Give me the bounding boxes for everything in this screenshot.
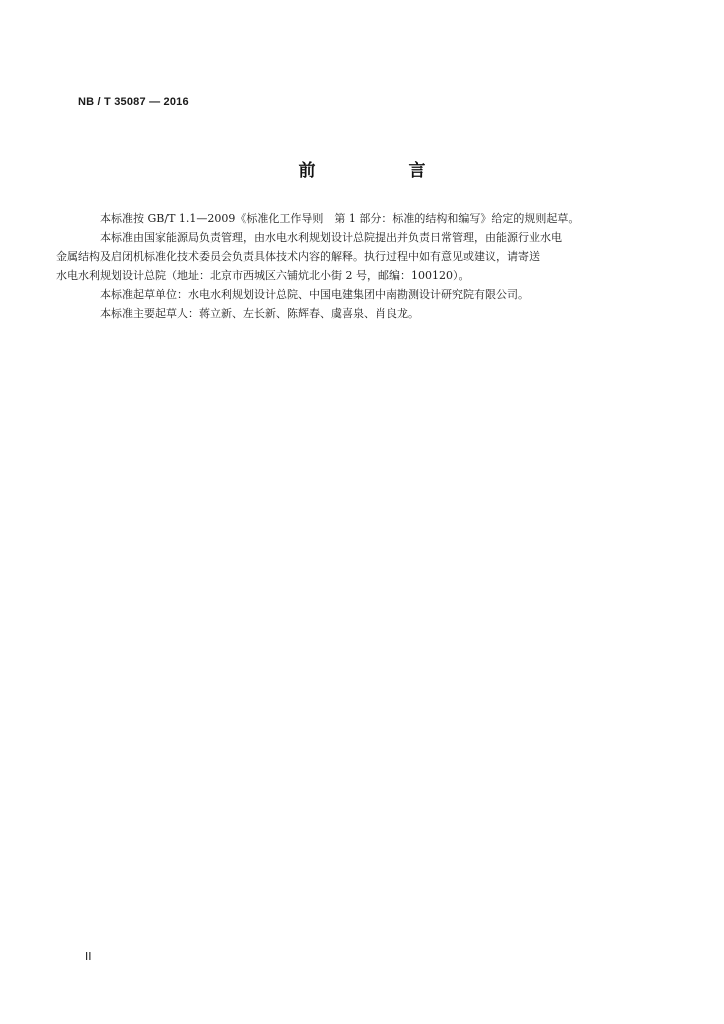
text-line: 本标准主要起草人：蒋立新、左长新、陈辉春、虞喜泉、肖良龙。 [100,307,419,320]
page-title: 前 言 [298,161,464,181]
page-number: II [85,950,92,963]
paragraph-drafting-units [78,285,648,304]
foreword-body [56,209,648,323]
paragraph-management [56,228,648,285]
paragraph-drafters [78,304,648,323]
text-line: 金属结构及启闭机标准化技术委员会负责具体技术内容的解释。执行过程中如有意见或建议，请寄送 [56,250,540,263]
text-line: 本标准起草单位：水电水利规划设计总院、中国电建集团中南勘测设计研究院有限公司。 [100,288,529,301]
text-line: 本标准按 GB/T 1.1—2009《标准化工作导则 第 1 部分：标准的结构和编写》给定的规则起草。 [100,212,580,225]
standard-code-header: NB / T 35087 — 2016 [78,96,189,108]
text-line: 本标准由国家能源局负责管理，由水电水利规划设计总院提出并负责日常管理，由能源行业水电 [100,231,562,244]
text-line: 水电水利规划设计总院（地址：北京市西城区六铺炕北小街 2 号，邮编：100120）。 [56,269,470,282]
paragraph-drafting-rules [78,209,648,228]
